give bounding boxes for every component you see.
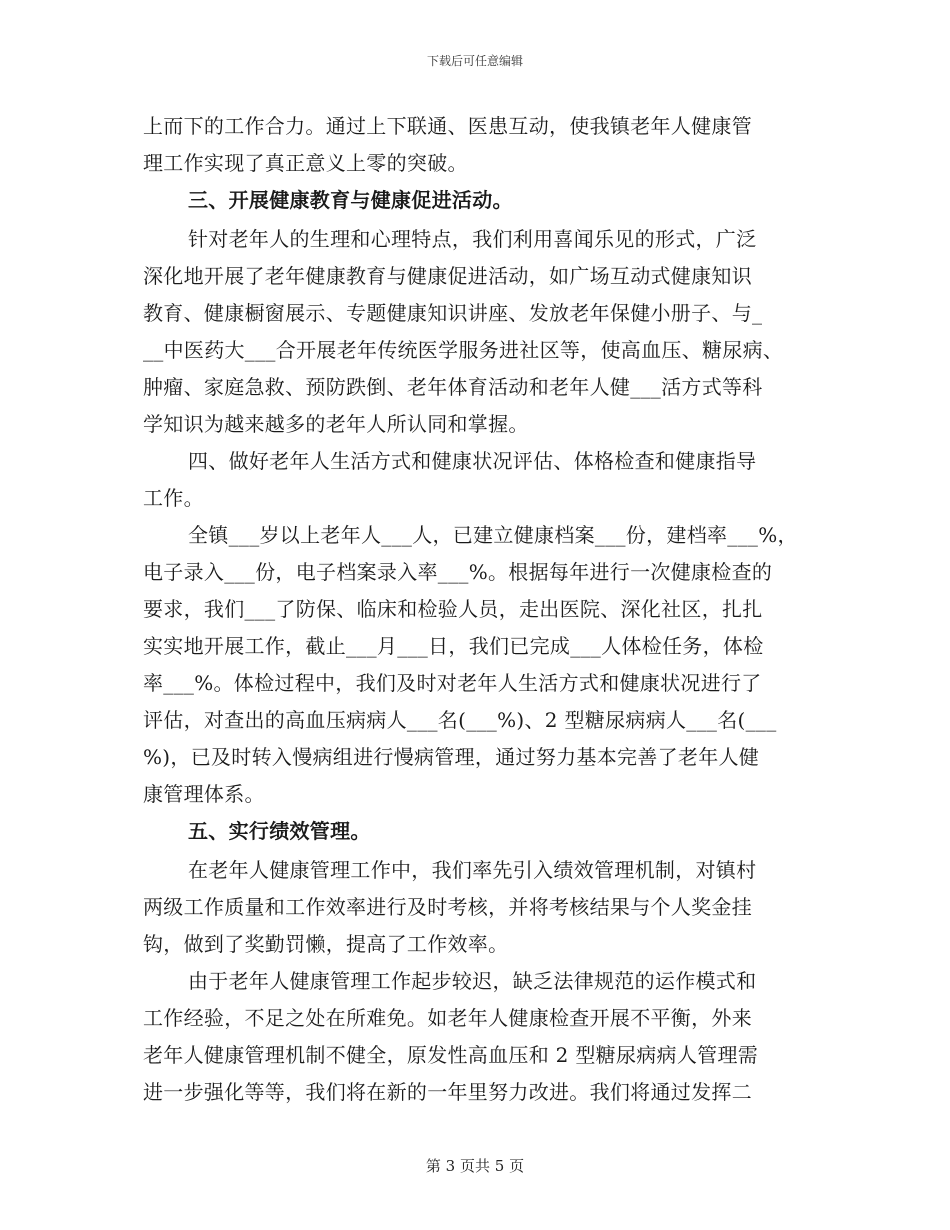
section-heading: 三、开展健康教育与健康促进活动。 (188, 188, 513, 212)
paragraph-line: 工作经验，不足之处在所难免。如老年人健康检查开展不平衡，外来 (143, 1006, 752, 1030)
page-header: 下载后可任意编辑 (426, 54, 523, 68)
paragraph-line: 在老年人健康管理工作中，我们率先引入绩效管理机制，对镇村 (188, 858, 757, 882)
paragraph-line: 进一步强化等等，我们将在新的一年里努力改进。我们将通过发挥二 (143, 1080, 752, 1104)
paragraph-line: 教育、健康橱窗展示、专题健康知识讲座、发放老年保健小册子、与_ (143, 301, 763, 325)
paragraph-line: 老年人健康管理机制不健全，原发性高血压和 2 型糖尿病病人管理需 (143, 1043, 759, 1067)
page-footer: 第 3 页共 5 页 (425, 1157, 525, 1175)
paragraph-line: 康管理体系。 (143, 782, 265, 806)
paragraph-line: 要求，我们___了防保、临床和检验人员，走出医院、深化社区，扎扎 (143, 597, 763, 621)
paragraph-line: 针对老年人的生理和心理特点，我们利用喜闻乐见的形式，广泛 (188, 227, 757, 251)
section-heading: 四、做好老年人生活方式和健康状况评估、体格检查和健康指导 (188, 449, 757, 473)
paragraph-line: 理工作实现了真正意义上零的突破。 (143, 151, 468, 175)
paragraph-line: 工作。 (143, 486, 204, 510)
paragraph-line: 电子录入___份，电子档案录入率___%。根据每年进行一次健康检查的 (143, 560, 773, 584)
paragraph-line: 评估，对查出的高血压病病人___名(___%)、2 型糖尿病病人___名(___ (143, 708, 777, 732)
paragraph-line: %)，已及时转入慢病组进行慢病管理，通过努力基本完善了老年人健 (143, 745, 760, 769)
paragraph-line: 实实地开展工作，截止___月___日，我们已完成___人体检任务，体检 (143, 634, 764, 658)
paragraph-line: 钩，做到了奖勤罚懒，提高了工作效率。 (143, 932, 509, 956)
paragraph-line: 两级工作质量和工作效率进行及时考核，并将考核结果与个人奖金挂 (143, 895, 752, 919)
paragraph-line: 深化地开展了老年健康教育与健康促进活动，如广场互动式健康知识 (143, 264, 752, 288)
paragraph-line: 上而下的工作合力。通过上下联通、医患互动，使我镇老年人健康管 (143, 114, 752, 138)
paragraph-line: __中医药大___合开展老年传统医学服务进社区等，使高血压、糖尿病、 (143, 338, 784, 362)
paragraph-line: 全镇___岁以上老年人___人，已建立健康档案___份，建档率___%， (188, 523, 798, 547)
paragraph-line: 学知识为越来越多的老年人所认同和掌握。 (143, 412, 529, 436)
section-heading: 五、实行绩效管理。 (188, 819, 371, 843)
paragraph-line: 由于老年人健康管理工作起步较迟，缺乏法律规范的运作模式和 (188, 969, 757, 993)
paragraph-line: 率___%。体检过程中，我们及时对老年人生活方式和健康状况进行了 (143, 671, 762, 695)
paragraph-line: 肿瘤、家庭急救、预防跌倒、老年体育活动和老年人健___活方式等科 (143, 375, 763, 399)
